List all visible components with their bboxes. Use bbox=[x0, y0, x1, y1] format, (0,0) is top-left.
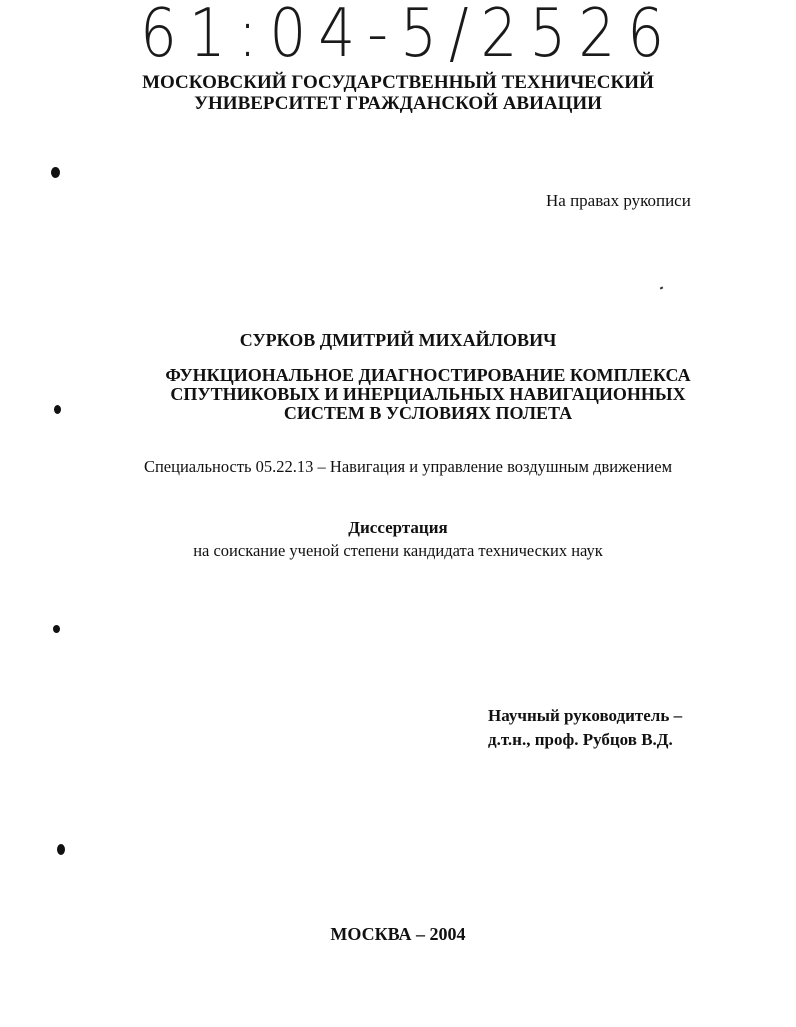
university-name bbox=[0, 72, 796, 114]
city-year: МОСКВА – 2004 bbox=[330, 924, 466, 944]
university-line-1: МОСКОВСКИЙ ГОСУДАРСТВЕННЫЙ ТЕХНИЧЕСКИЙ bbox=[142, 72, 654, 93]
scan-speck bbox=[660, 286, 664, 289]
advisor-line-2: д.т.н., проф. Рубцов В.Д. bbox=[488, 730, 673, 749]
thesis-title bbox=[150, 366, 706, 423]
binding-hole-mark bbox=[51, 167, 60, 178]
binding-hole-mark bbox=[53, 625, 60, 633]
binding-hole-mark bbox=[54, 405, 61, 414]
specialty: Специальность 05.22.13 – Навигация и управление воздушным движением bbox=[143, 457, 673, 476]
title-line-2: СПУТНИКОВЫХ И ИНЕРЦИАЛЬНЫХ НАВИГАЦИОННЫХ bbox=[170, 384, 686, 404]
rights-note: На правах рукописи bbox=[546, 191, 691, 210]
author-name: СУРКОВ ДМИТРИЙ МИХАЙЛОВИЧ bbox=[239, 330, 557, 350]
title-line-1: ФУНКЦИОНАЛЬНОЕ ДИАГНОСТИРОВАНИЕ КОМПЛЕКСА bbox=[165, 365, 691, 385]
dissertation-subtitle: на соискание ученой степени кандидата технических наук bbox=[193, 541, 603, 560]
scientific-advisor bbox=[488, 704, 682, 752]
university-line-2: УНИВЕРСИТЕТ ГРАЖДАНСКОЙ АВИАЦИИ bbox=[194, 93, 602, 114]
dissertation-label: Диссертация bbox=[348, 518, 448, 537]
handwritten-catalog-number: 61:04-5/2526 bbox=[140, 0, 677, 73]
binding-hole-mark bbox=[57, 844, 65, 855]
title-line-3: СИСТЕМ В УСЛОВИЯХ ПОЛЕТА bbox=[283, 403, 573, 423]
advisor-line-1: Научный руководитель – bbox=[488, 706, 683, 725]
